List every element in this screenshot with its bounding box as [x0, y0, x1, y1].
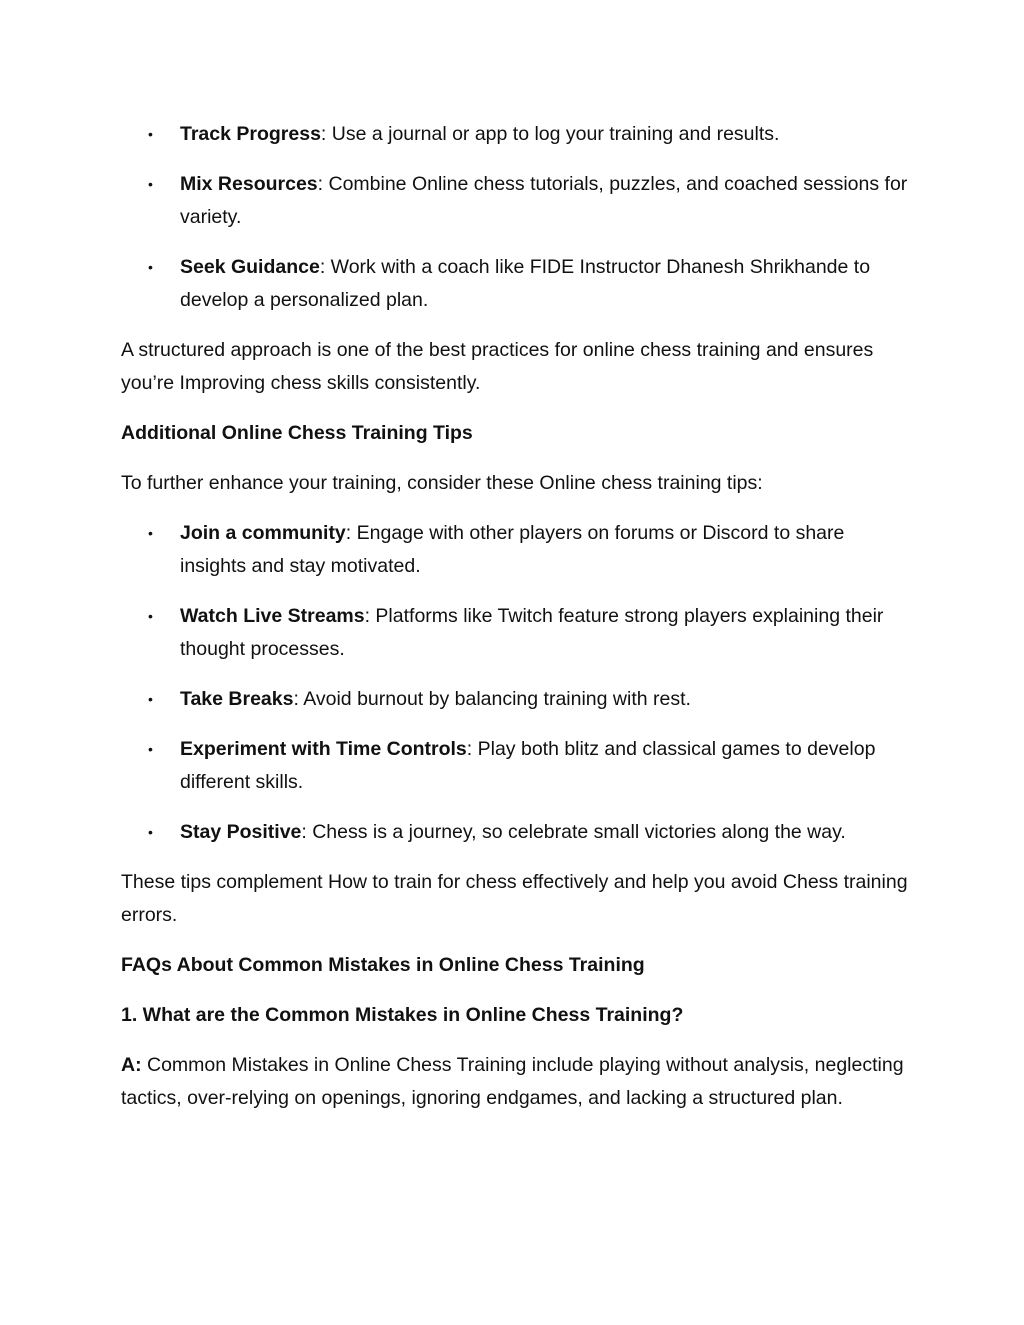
structured-approach-paragraph: A structured approach is one of the best practices for online chess training and ensures you’re Improving chess skills consistently.	[121, 339, 874, 394]
bullet-icon: •	[148, 824, 153, 840]
section-heading-text: Additional Online Chess Training Tips	[121, 422, 473, 444]
list-item	[121, 118, 911, 151]
bullet-icon: •	[148, 608, 153, 624]
section-heading-tips	[121, 417, 911, 450]
bullet-icon: •	[148, 259, 153, 275]
list-item-text: : Platforms like Twitch feature strong players explaining their thought processes.	[180, 605, 884, 660]
list-item-text: : Avoid burnout by balancing training with rest.	[293, 688, 691, 710]
bullet-icon: •	[148, 176, 153, 192]
list-item-text: : Chess is a journey, so celebrate small victories along the way.	[301, 821, 846, 843]
bullet-icon: •	[148, 741, 153, 757]
bullet-icon: •	[148, 691, 153, 707]
list-item-term: Experiment with Time Controls	[180, 738, 467, 760]
list-item-text: : Engage with other players on forums or Discord to share insights and stay motivated.	[180, 522, 845, 577]
list-item-term: Watch Live Streams	[180, 605, 365, 627]
faq-answer-label: A:	[121, 1054, 142, 1076]
list-item	[121, 683, 911, 716]
list-item	[121, 733, 911, 799]
tips-intro-paragraph: To further enhance your training, consider these Online chess training tips:	[121, 472, 763, 494]
training-tips-list	[121, 517, 911, 849]
list-item-term: Track Progress	[180, 123, 321, 145]
list-item-term: Join a community	[180, 522, 346, 544]
list-item-term: Mix Resources	[180, 173, 318, 195]
faq-answer-text: Common Mistakes in Online Chess Training include playing without analysis, neglecting tactics, over-relying on openings, ignoring endgames, and lacking a structured plan.	[121, 1054, 904, 1109]
list-item	[121, 816, 911, 849]
bullet-icon: •	[148, 126, 153, 142]
bullet-icon: •	[148, 525, 153, 541]
faq-answer	[121, 1049, 911, 1115]
faq-question-text: 1. What are the Common Mistakes in Online Chess Training?	[121, 1004, 684, 1026]
list-item	[121, 168, 911, 234]
section-heading-text: FAQs About Common Mistakes in Online Chess Training	[121, 954, 645, 976]
section-heading-faqs	[121, 949, 911, 982]
list-item	[121, 251, 911, 317]
list-item-term: Stay Positive	[180, 821, 302, 843]
faq-question	[121, 999, 911, 1032]
tips-summary-paragraph: These tips complement How to train for chess effectively and help you avoid Chess training errors.	[121, 871, 908, 926]
list-item-text: : Work with a coach like FIDE Instructor Dhanesh Shrikhande to develop a personalized plan.	[180, 256, 871, 311]
list-item-term: Seek Guidance	[180, 256, 320, 278]
list-item-term: Take Breaks	[180, 688, 294, 710]
training-practices-list	[121, 118, 911, 317]
list-item	[121, 517, 911, 583]
list-item-text: : Use a journal or app to log your training and results.	[320, 123, 780, 145]
list-item-text: : Play both blitz and classical games to develop different skills.	[180, 738, 876, 793]
document-content	[121, 118, 911, 1132]
list-item	[121, 600, 911, 666]
list-item-text: : Combine Online chess tutorials, puzzles, and coached sessions for variety.	[180, 173, 908, 228]
